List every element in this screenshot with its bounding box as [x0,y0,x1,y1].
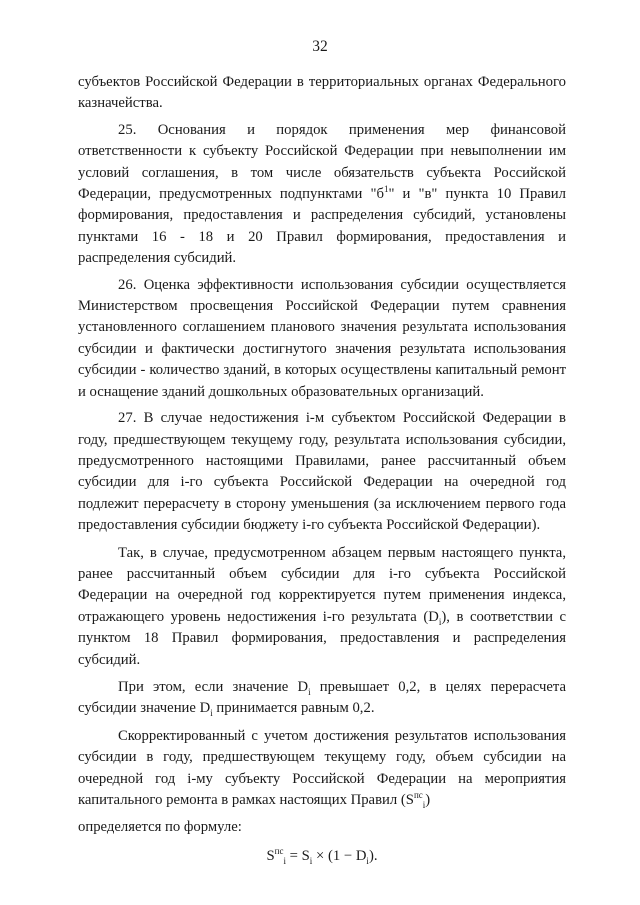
paragraph-text: определяется по формуле: [78,819,242,836]
paragraph-skorrektirovanny [78,726,566,812]
paragraph-pri [78,677,566,720]
paragraph-text: 25. Основания и порядок применения мер финансовой ответственности к субъекту Российской Федерации при невыполнении им условий соглашения, в том числе обязательств субъекта Российской Федерации, предусмотренных подпунктами "б [78,121,566,203]
math-operator: × (1 − [312,847,356,864]
math-S-i-ps [406,792,426,808]
math-symbol: S [301,847,310,864]
math-operator: = [285,847,302,864]
math-symbol: S [405,792,414,808]
paragraph-26 [78,275,566,403]
paragraph-text: " и "в" пункта 10 Правил формирования, предоставления и распределения субсидий, установлены пунктами 16 - 18 и 20 Правил формирования, предоставления и распределения субсидий. [78,186,566,267]
math-S-i-ps [266,845,286,866]
math-subscript: i [366,855,369,866]
paragraph-text: Скорректированный с учетом достижения результатов использования субсидии в году, предшествующем текущему году, объем субсидии на очередной год i-му субъекту Российской Федерации на мероприятия капитального ремонта в рамках настоящих Правил ( [78,727,566,808]
math-symbol: S [266,847,275,864]
paragraph-tak [78,543,566,671]
paragraph-text: 26. Оценка эффективности использования субсидии осуществляется Министерством просвещения Российской Федерации путем сравнения установленного соглашением планового значения результата использования субсидии и фактически достигнутого значения результата использования субсидии - количество зданий, в которых осуществлены капитальный ремонт и оснащение зданий дошкольных образовательных организаций. [78,276,566,400]
formula [78,845,566,867]
paragraph-text: ) [425,792,431,808]
paragraph-text: превышает 0,2, в целях перерасчета субсидии значение [78,678,567,717]
paragraph-continuation [78,72,566,115]
paragraph-text: 27. В случае недостижения i-м субъектом Российской Федерации в году, предшествующем текущему году, результата использования субсидии, предусмотренного настоящими Правилами, ранее рассчитанный объем субсидии для i-го субъекта Российской Федерации на очередной год подлежит перерасчету в сторону уменьшения (за исключением первого года предоставления субсидии бюджету i-го субъекта Российской Федерации). [78,410,566,534]
paragraph-text: субъектов Российской Федерации в территориальных органах Федерального казначейства. [78,74,566,112]
math-D-i [199,700,213,719]
math-subscript: i [309,855,313,866]
document-body [78,72,566,867]
paragraph-text: ), в соответствии с пунктом 18 Правил формирования, предоставления и распределения субсидий. [78,608,566,668]
paragraph-text: При этом, если значение [118,678,298,695]
paragraph-27 [78,408,566,536]
math-symbol: D [428,608,439,625]
math-symbol: D [297,678,309,695]
paragraph-text: Так, в случае, предусмотренном абзацем первым настоящего пункта, ранее рассчитанный объем субсидии для i-го субъекта Российской Федерации на очередной год корректируется путем применения индекса, отражающего уровень недостижения i-го результата ( [78,544,566,625]
math-symbol: D [199,700,211,717]
superscript: 1 [383,184,389,195]
paragraph-25 [78,120,566,270]
math-subscript: i [283,855,286,866]
math-subscript: i [308,686,311,697]
math-symbol: D [355,847,367,864]
math-superscript: пс [274,845,284,856]
math-operator: ). [368,847,378,864]
math-subscript: i [210,708,213,719]
math-D-i [297,679,310,695]
math-D-i [428,609,441,625]
math-S-i [302,848,313,864]
math-subscript: i [422,799,426,810]
paragraph-text: принимается равным 0,2. [212,700,375,717]
page-number: 32 [312,38,328,55]
math-D-i [356,848,369,864]
math-superscript: пс [413,790,423,801]
paragraph-opredelyaetsya [78,817,566,838]
math-subscript: i [438,616,442,627]
